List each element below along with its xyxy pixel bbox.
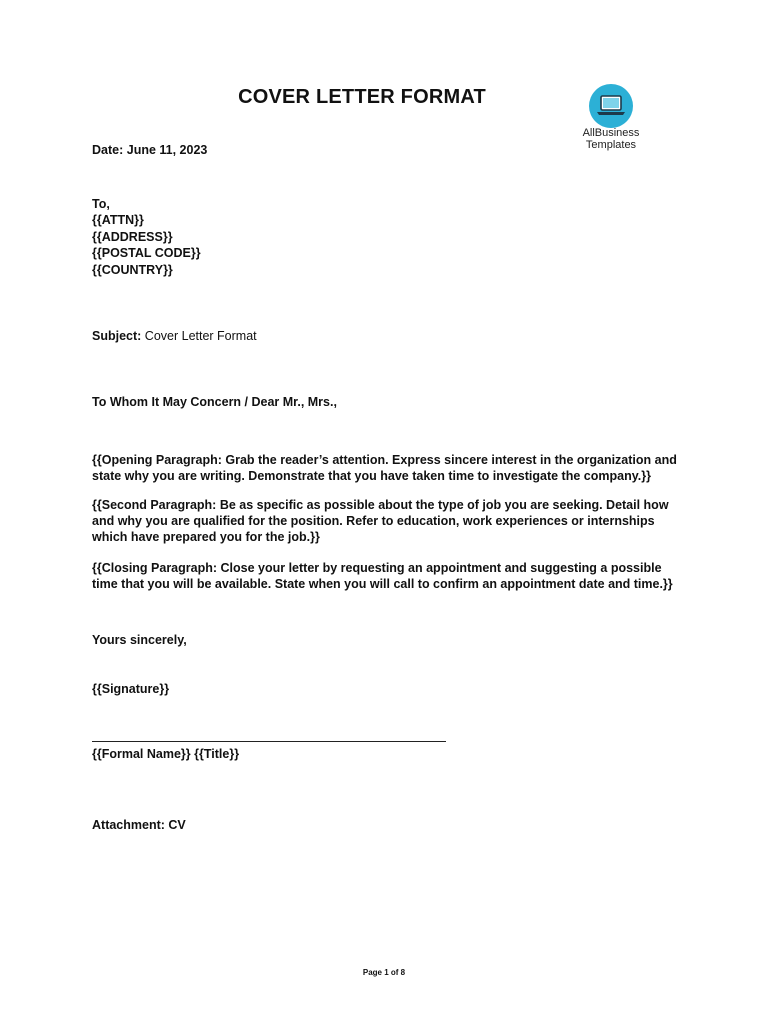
allbusiness-logo — [574, 82, 650, 154]
second-paragraph: {{Second Paragraph: Be as specific as possible about the type of job you are seeking. Detail how and why you are qualified for the position. Refer to education, work experiences or internships which have prepared you for the job.}} — [92, 498, 669, 544]
recipient-attn: {{ATTN}} — [92, 213, 144, 227]
logo-badge — [589, 84, 633, 128]
signature-placeholder: {{Signature}} — [92, 682, 170, 696]
subject-line — [92, 328, 257, 344]
date-label: Date: — [92, 143, 124, 157]
logo-line-1: AllBusiness — [582, 127, 640, 139]
logo-wordmark — [574, 127, 648, 151]
signature-line — [92, 741, 446, 742]
subject-label: Subject: — [92, 329, 142, 343]
date-value: June 11, 2023 — [126, 143, 208, 157]
page-title: COVER LETTER FORMAT — [238, 86, 486, 108]
attachment-line: Attachment: CV — [92, 818, 186, 832]
logo-line-2: Templates — [585, 139, 637, 151]
recipient-postal-code: {{POSTAL CODE}} — [92, 246, 201, 260]
page-number: Page 1 of 8 — [362, 968, 406, 977]
recipient-to: To, — [92, 197, 110, 211]
closing-paragraph: {{Closing Paragraph: Close your letter by requesting an appointment and suggesting a possible time that you will be available. State when you will call to confirm an appointment date and time.}} — [92, 561, 673, 591]
greeting: To Whom It May Concern / Dear Mr., Mrs., — [92, 395, 337, 409]
opening-paragraph: {{Opening Paragraph: Grab the reader’s attention. Express sincere interest in the organization and state why you are writing. Demonstrate that you have taken time to investigate the company.}} — [92, 453, 677, 483]
laptop-icon — [589, 84, 633, 128]
recipient-country: {{COUNTRY}} — [92, 263, 173, 277]
date-line — [92, 142, 207, 158]
formal-name-title: {{Formal Name}} {{Title}} — [92, 747, 240, 761]
recipient-address: {{ADDRESS}} — [92, 230, 173, 244]
closing-salutation: Yours sincerely, — [92, 633, 187, 647]
subject-value: Cover Letter Format — [144, 329, 257, 343]
